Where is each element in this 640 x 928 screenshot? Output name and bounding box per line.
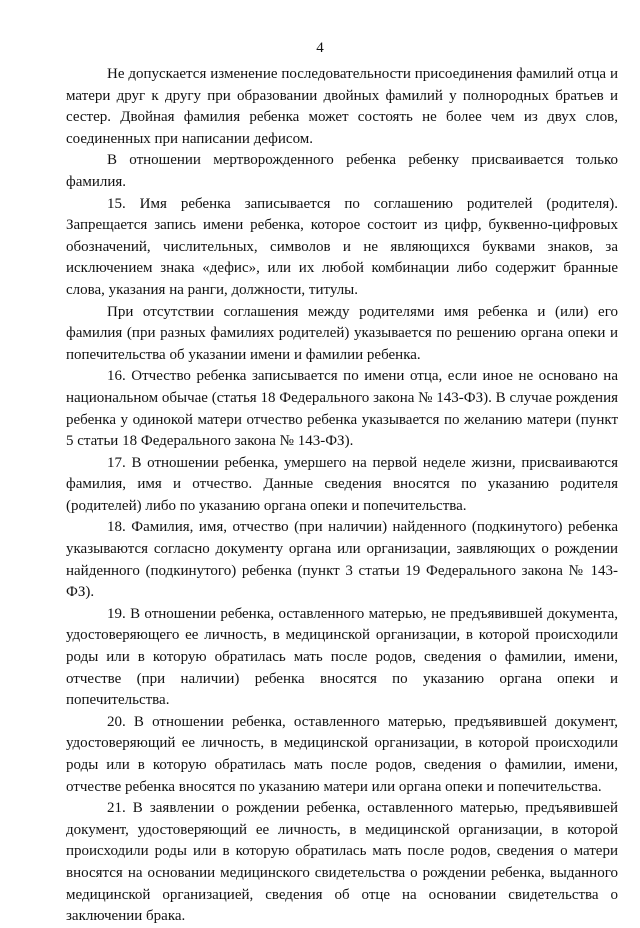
paragraph-18-foundling: 18. Фамилия, имя, отчество (при наличии) найденного (подкинутого) ребенка указываются согласно документу органа или организации, заявляющих о рождении найденного (подкинутого) ребенка (пункт 3 статьи 19 Федерального закона № 143-ФЗ). [66, 519, 618, 601]
paragraph-surname-order: Не допускается изменение последовательности присоединения фамилий отца и матери друг к другу при образовании двойных фамилий у полнородных братьев и сестер. Двойная фамилия ребенка может состоять не более чем из двух слов, соединенных при написании дефисом. [66, 66, 618, 147]
paragraph-15-first-name: 15. Имя ребенка записывается по соглашению родителей (родителя). Запрещается запись имени ребенка, которое состоит из цифр, буквенно-цифровых обозначений, числительных, символов и не являющихся буквами знаков, за исключением знака «дефис», или их любой комбинации либо содержит бранные слова, указания на ранги, должности, титулы. [66, 195, 618, 298]
paragraph-stillborn-surname: В отношении мертворожденного ребенка ребенку присваивается только фамилия. [66, 152, 618, 190]
paragraph-19-no-document: 19. В отношении ребенка, оставленного матерью, не предъявившей документа, удостоверяющего ее личность, в медицинской организации, в которой происходили роды или в которую обратилась мать после родов, сведения о фамилии, имени, отчестве (при наличии) ребенка вносятся по указанию органа опеки и попечительства. [66, 605, 618, 709]
paragraph-no-agreement: При отсутствии соглашения между родителями имя ребенка и (или) его фамилия (при разных фамилиях родителей) указывается по решению органа опеки и попечительства об указании имени и фамилии ребенка. [66, 303, 618, 363]
paragraph-21-application: 21. В заявлении о рождении ребенка, оставленного матерью, предъявившей документ, удостоверяющий ее личность, в медицинской организации, в которой происходили роды или в которую обратилась мать после родов, сведения о матери вносятся на основании медицинского свидетельства о рождении ребенка, выданного медицинской организацией, сведения об отце на основании свидетельства о заключении брака. [66, 800, 618, 925]
paragraph-16-patronymic: 16. Отчество ребенка записывается по имени отца, если иное не основано на национальном обычае (статья 18 Федерального закона № 143-ФЗ). В случае рождения ребенка у одинокой матери отчество ребенка указывается по желанию матери (пункт 5 статьи 18 Федерального закона № 143-ФЗ). [66, 368, 618, 450]
paragraph-17-first-week-death: 17. В отношении ребенка, умершего на первой неделе жизни, присваиваются фамилия, имя и отчество. Данные сведения вносятся по указанию родителя (родителей) либо по указанию органа опеки и попечительства. [66, 454, 618, 514]
page-number: 4 [316, 40, 324, 56]
document-body [66, 64, 618, 928]
paragraph-20-with-document: 20. В отношении ребенка, оставленного матерью, предъявившей документ, удостоверяющий ее личность, в медицинской организации, в которой происходили роды или в которую обратилась мать после родов, сведения о фамилии, имени, отчестве ребенка вносятся по указанию матери или органа опеки и попечительства. [66, 713, 618, 795]
